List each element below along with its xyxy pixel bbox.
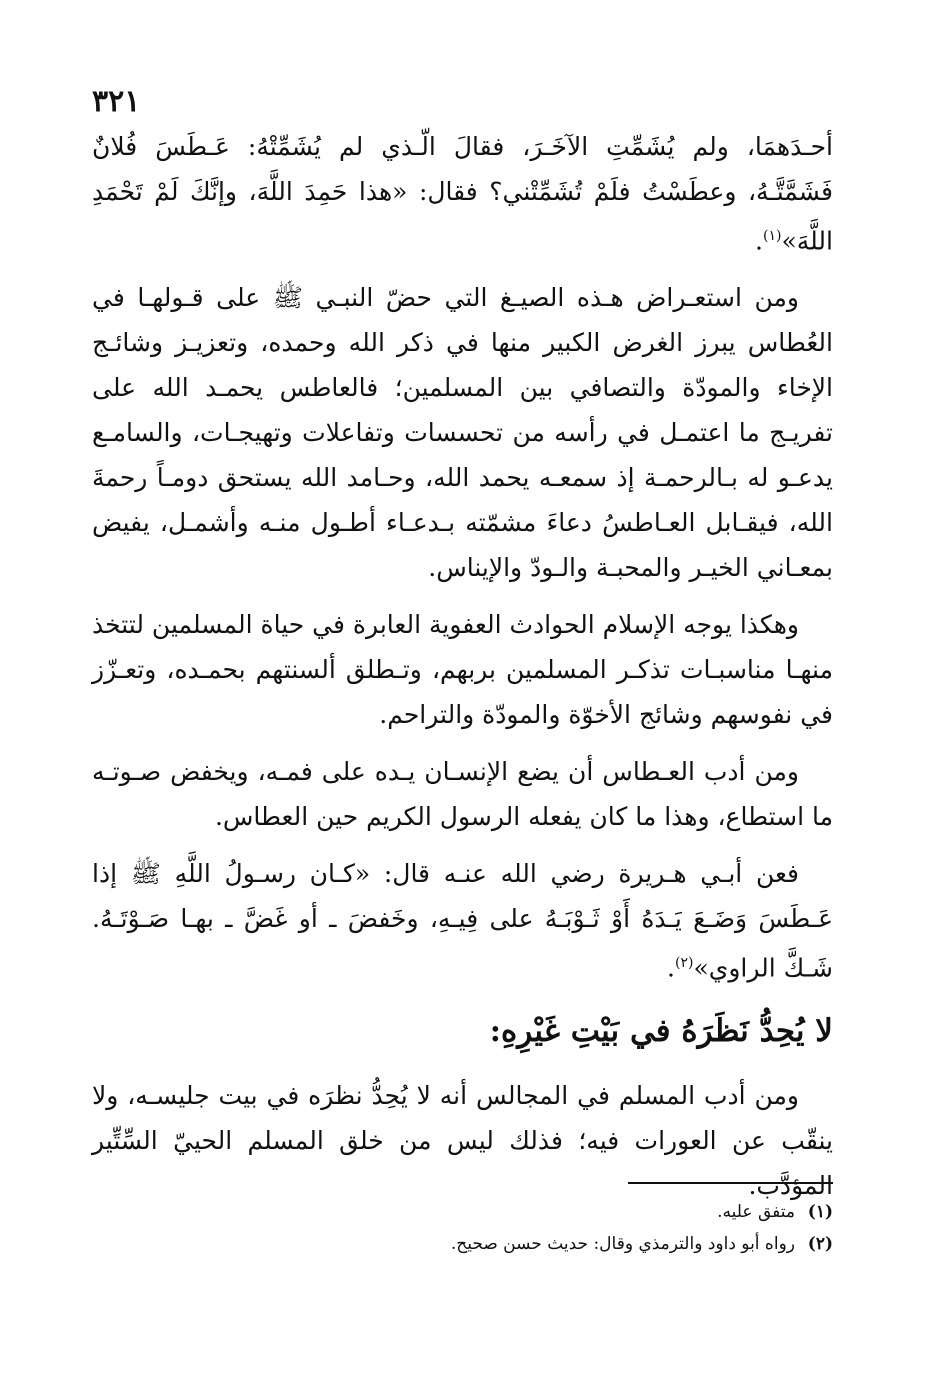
paragraph-text: أحـدَهمَا، ولم يُشَمِّتِ الآخَـرَ، فقالَ الّـذي لم يُشَمِّتْهُ: عَـطَسَ فُلانٌ فَشَمَّتَّـهُ، وعطَسْتُ فلَمْ تُشَمِّتْني؟ فقال: «هذا حَمِدَ اللَّهَ، وإنَّكَ لَمْ تَحْمَدِ اللَّهَ» [92, 132, 833, 256]
main-text [92, 124, 833, 1220]
footnote-text: متفق عليه. [717, 1202, 795, 1222]
paragraph-text: فعن أبـي هـريرة رضي الله عنـه قال: «كـان رسـولُ اللَّهِ ﷺ إذا عَـطَسَ وَضَـعَ يَـدَهُ أَوْ ثَـوْبَـهُ على فِيـهِ، وخَفضَ ـ أو غَضَّ ـ بهـا صَـوْتَـهُ. شَـكَّ الراوي» [92, 859, 833, 983]
page-number: ٣٢١ [92, 84, 141, 119]
paragraph: ومن استعـراض هـذه الصيـغ التي حضّ النبـي ﷺ على قـولهـا في العُطاس يبرز الغرض الكبير منها في ذكر الله وحمده، وتعزيـز وشائـج الإخاء والمودّة والتصافي بين المسلمين؛ فالعاطس يحمـد الله على تفريـج ما اعتمـل في رأسه من تحسسات وتفاعلات وتهيجـات، والسامـع يدعـو له بـالرحمـة إذ سمعـه يحمد الله، وحـامد الله يستحق دومـاً رحمةَ الله، فيقـابل العـاطسُ دعاءَ مشمّته بـدعـاء أطـول منـه وأشمـل، يفيض بمعـاني الخيـر والمحبـة والـودّ والإيناس. [92, 283, 833, 583]
footnote-divider [628, 1182, 833, 1184]
section-heading: لا يُحِدُّ نَظَرَهُ في بَيْتِ غَيْرِهِ: [489, 1012, 833, 1049]
footnote-number: (٢) [807, 1234, 833, 1254]
footnote-number: (١) [807, 1202, 833, 1222]
paragraph: ومن أدب المسلم في المجالس أنه لا يُحِدُّ نظرَه في بيت جليسـه، ولا ينقّب عن العورات فيه؛ فذلك ليس من خلق المسلم الحييّ السِّتِّير المؤدَّب. [92, 1080, 833, 1200]
paragraph [92, 851, 833, 990]
footnote-text: رواه أبو داود والترمذي وقال: حديث حسن صحيح. [450, 1234, 795, 1254]
footnote-reference[interactable]: (١) [762, 228, 782, 244]
paragraph: ومن أدب العـطاس أن يضع الإنسـان يـده على فمـه، ويخفض صـوتـه ما استطاع، وهذا ما كان يفعله الرسول الكريم حين العطاس. [92, 757, 833, 832]
footnote [92, 1196, 833, 1228]
paragraph [92, 124, 833, 263]
paragraph-end: . [755, 226, 763, 256]
footnote [92, 1228, 833, 1260]
footnotes-list [92, 1196, 833, 1260]
paragraph-end: . [667, 953, 675, 983]
footnote-reference[interactable]: (٢) [675, 955, 694, 972]
paragraph: وهكذا يوجه الإسلام الحوادث العفوية العابرة في حياة المسلمين لتتخذ منهـا مناسبـات تذكـر المسلمين بربهم، وتـطلق ألسنتهم بحمـده، وتعـزّز في نفوسهم وشائج الأخوّة والمودّة والتراحم. [92, 610, 833, 730]
